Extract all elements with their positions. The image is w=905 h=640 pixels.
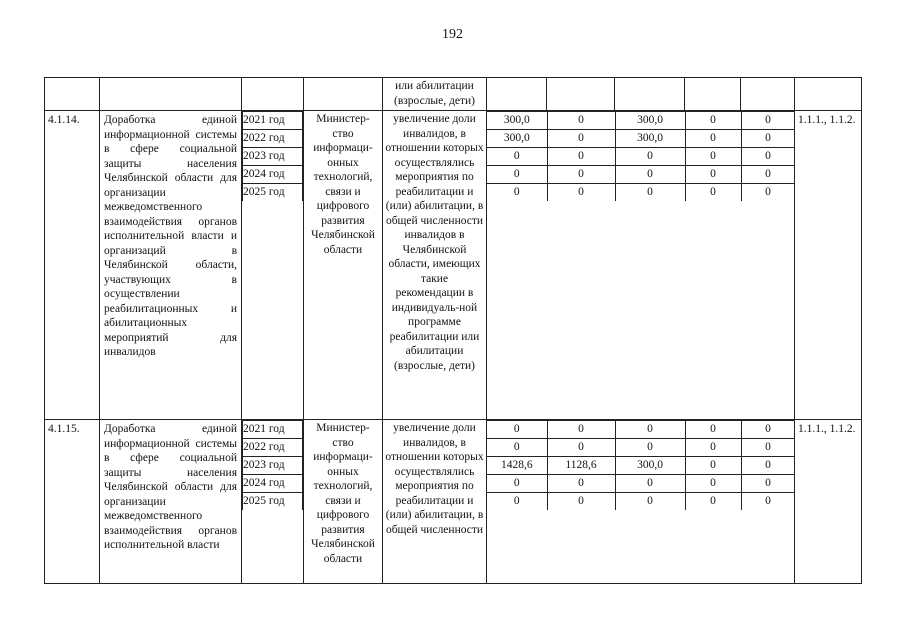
- cont-value-cell: [685, 78, 741, 111]
- value-cell: 0: [615, 439, 685, 457]
- year-label: 2025 год: [243, 493, 303, 511]
- value-cell: 0: [685, 457, 741, 475]
- value-cell: 300,0: [615, 457, 685, 475]
- year-label: 2024 год: [243, 166, 303, 184]
- row-indicator: увеличение доли инвалидов, в отношении которых осуществлялись мероприятия по реабилитации и (или) абилитации, в общей численности: [383, 420, 487, 584]
- cont-value-cell: [547, 78, 615, 111]
- value-cell: 0: [615, 166, 685, 184]
- row-link: 1.1.1., 1.1.2.: [795, 420, 862, 584]
- year-label: 2021 год: [243, 112, 303, 130]
- row-code: 4.1.14.: [45, 111, 100, 420]
- value-cell: 0: [741, 130, 795, 148]
- year-label: 2024 год: [243, 475, 303, 493]
- row-executor: Министер-ство информаци-онных технологий, связи и цифрового развития Челябинской области: [304, 420, 383, 584]
- table-row: [45, 420, 862, 584]
- value-cell: 0: [741, 475, 795, 493]
- year-label: 2023 год: [243, 148, 303, 166]
- year-label: 2021 год: [243, 421, 303, 439]
- value-cell: 1128,6: [547, 457, 615, 475]
- value-cell: 0: [487, 184, 547, 202]
- cont-name-cell: [100, 78, 242, 111]
- row-name: Доработка единой информационной системы в сфере социальной защиты населения Челябинской области для организации межведомственного взаимодействия органов исполнительной власти и организаций в Челябинской области, участвующих в осуществлении реабилитационных и абилитационных мероприятий для инвалидов: [100, 111, 242, 420]
- value-cell: 1428,6: [487, 457, 547, 475]
- value-cell: 0: [487, 148, 547, 166]
- value-cell: 0: [685, 421, 741, 439]
- value-cell: 0: [685, 166, 741, 184]
- value-cell: 0: [547, 130, 615, 148]
- value-cell: 0: [547, 475, 615, 493]
- value-cell: 0: [547, 148, 615, 166]
- page-number: 192: [442, 27, 463, 42]
- row-link: 1.1.1., 1.1.2.: [795, 111, 862, 420]
- value-cell: 0: [685, 439, 741, 457]
- value-cell: 0: [741, 112, 795, 130]
- value-cell: 0: [685, 493, 741, 511]
- program-table: [44, 77, 862, 584]
- value-cell: 0: [741, 148, 795, 166]
- value-cell: 0: [615, 475, 685, 493]
- value-cell: 0: [741, 457, 795, 475]
- value-cell: 0: [547, 184, 615, 202]
- value-cell: 0: [615, 421, 685, 439]
- value-cell: 0: [547, 493, 615, 511]
- value-cell: 300,0: [615, 112, 685, 130]
- row-values: [487, 111, 795, 420]
- value-cell: 0: [741, 184, 795, 202]
- value-cell: 0: [487, 475, 547, 493]
- value-cell: 0: [741, 166, 795, 184]
- row-values: [487, 420, 795, 584]
- cont-years-cell: [242, 78, 304, 111]
- year-label: 2023 год: [243, 457, 303, 475]
- year-label: 2022 год: [243, 130, 303, 148]
- value-cell: 0: [615, 493, 685, 511]
- value-cell: 0: [615, 148, 685, 166]
- row-code: 4.1.15.: [45, 420, 100, 584]
- value-cell: 0: [741, 493, 795, 511]
- value-cell: 0: [547, 421, 615, 439]
- value-cell: 0: [685, 184, 741, 202]
- value-cell: 0: [685, 112, 741, 130]
- cont-value-cell: [741, 78, 795, 111]
- row-name: Доработка единой информационной системы в сфере социальной защиты населения Челябинской области для организации межведомственного взаимодействия органов исполнительной власти: [100, 420, 242, 584]
- value-cell: 0: [487, 493, 547, 511]
- value-cell: 0: [741, 421, 795, 439]
- row-indicator: увеличение доли инвалидов, в отношении которых осуществлялись мероприятия по реабилитации и (или) абилитации, в общей численности инвалидов в Челябинской области, имеющих такие рекомендации в индивидуаль-ной программе реабилитации или абилитации (взрослые, дети): [383, 111, 487, 420]
- value-cell: 0: [547, 166, 615, 184]
- cont-executor-cell: [304, 78, 383, 111]
- value-cell: 0: [685, 475, 741, 493]
- value-cell: 0: [487, 166, 547, 184]
- value-cell: 0: [685, 148, 741, 166]
- table-row: [45, 111, 862, 420]
- cont-value-cell: [615, 78, 685, 111]
- value-cell: 0: [547, 439, 615, 457]
- value-cell: 0: [741, 439, 795, 457]
- cont-link-cell: [795, 78, 862, 111]
- cont-code-cell: [45, 78, 100, 111]
- year-label: 2025 год: [243, 184, 303, 202]
- row-executor: Министер-ство информаци-онных технологий, связи и цифрового развития Челябинской области: [304, 111, 383, 420]
- row-years: [242, 111, 304, 420]
- cont-value-cell: [487, 78, 547, 111]
- cont-indicator-cell: или абилитации (взрослые, дети): [383, 78, 487, 111]
- value-cell: 0: [487, 421, 547, 439]
- year-label: 2022 год: [243, 439, 303, 457]
- value-cell: 0: [685, 130, 741, 148]
- row-years: [242, 420, 304, 584]
- continuation-row: [45, 78, 862, 111]
- value-cell: 0: [487, 439, 547, 457]
- value-cell: 0: [547, 112, 615, 130]
- value-cell: 300,0: [487, 112, 547, 130]
- value-cell: 300,0: [487, 130, 547, 148]
- value-cell: 0: [615, 184, 685, 202]
- value-cell: 300,0: [615, 130, 685, 148]
